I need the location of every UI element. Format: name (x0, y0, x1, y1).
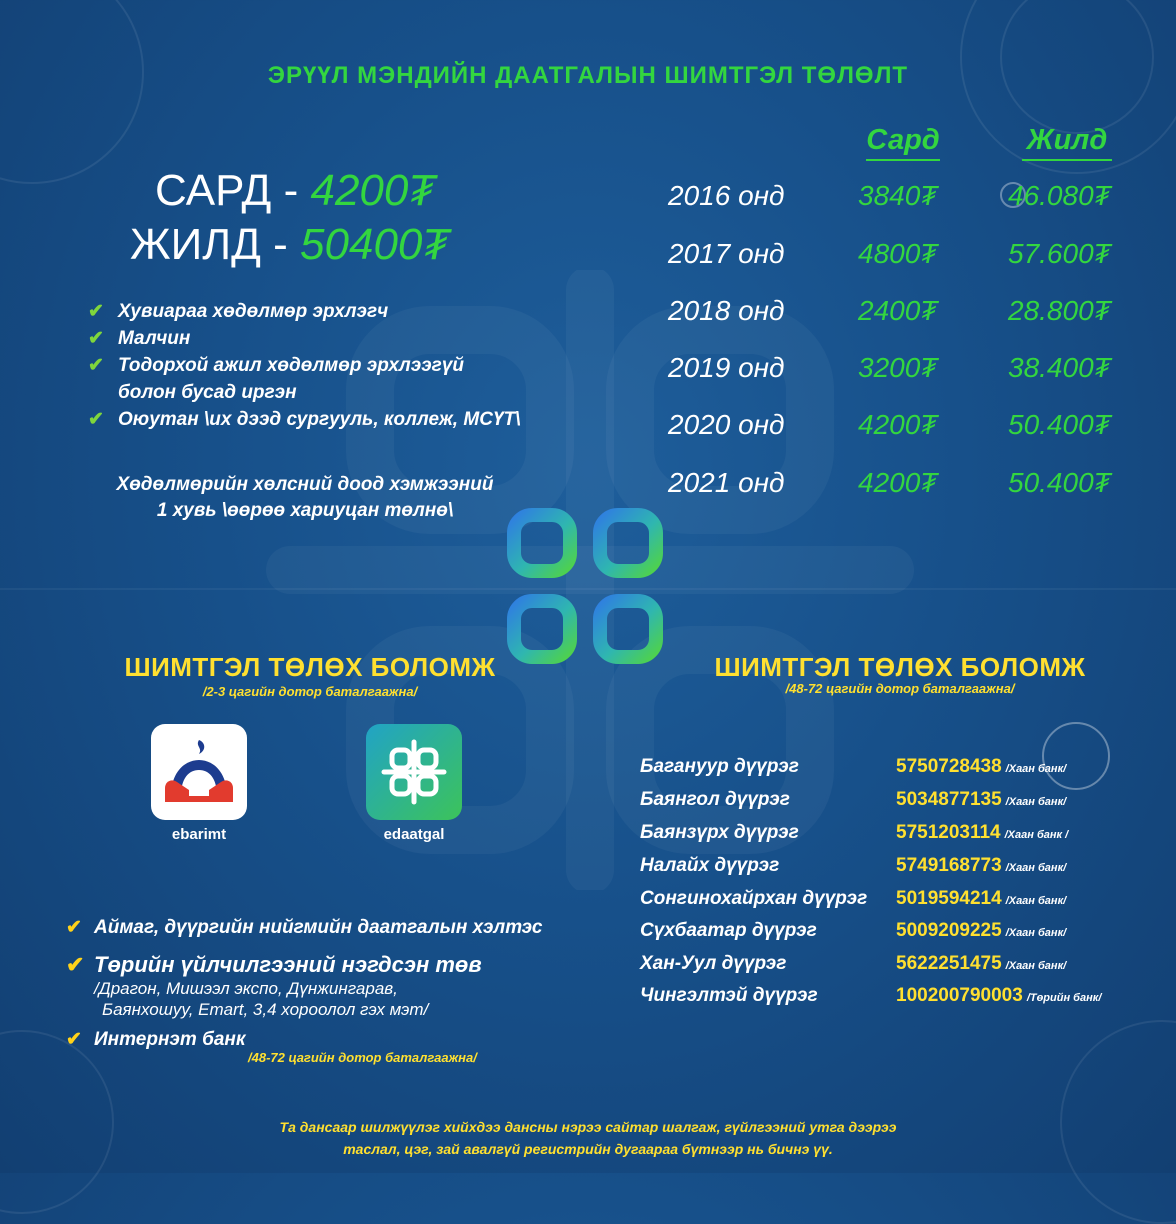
rate-monthly: 2400₮ (858, 295, 938, 326)
location-subtext-line2: Баянхошуу, Emart, 3,4 хороолол гэх мэт/ (102, 1000, 429, 1019)
eligibility-list (88, 298, 568, 433)
location-subtext (94, 978, 586, 1020)
wage-note (60, 472, 550, 524)
rate-year: 2017 онд (668, 238, 785, 269)
yearly-summary-label: ЖИЛД - (130, 220, 301, 269)
bank-name: /Хаан банк/ (1005, 927, 1067, 939)
rate-year: 2020 онд (668, 409, 785, 440)
bank-account-row (640, 920, 1160, 950)
decor-ring-top-left (0, 0, 144, 184)
rate-monthly: 4200₮ (858, 409, 938, 440)
rate-row (668, 409, 1138, 449)
payment-banks-title: ШИМТГЭЛ ТӨЛӨХ БОЛОМЖ (714, 652, 1086, 682)
rate-annual: 50.400₮ (1008, 467, 1111, 498)
rate-year: 2018 онд (668, 295, 785, 326)
payment-locations (66, 914, 586, 1065)
district-name: Багануур дүүрэг (640, 756, 799, 777)
rate-annual: 50.400₮ (1008, 409, 1111, 440)
edaatgal-app-icon[interactable] (366, 724, 462, 820)
location-text: Төрийн үйлчилгээний нэгдсэн төв (94, 952, 482, 977)
monthly-summary (155, 166, 435, 216)
checkmark-icon: ✔ (66, 1029, 82, 1050)
rate-year: 2021 онд (668, 467, 785, 498)
rate-row (668, 180, 1138, 220)
payment-banks-subtitle: /48-72 цагийн дотор баталгаажна/ (785, 681, 1015, 696)
ebarimt-logo-icon (151, 724, 247, 820)
rate-annual: 28.800₮ (1008, 295, 1111, 326)
monthly-summary-label: САРД - (155, 166, 311, 215)
account-number: 5009209225 (896, 920, 1002, 941)
bank-name: /Хаан банк/ (1005, 763, 1067, 775)
rate-row (668, 467, 1138, 507)
rate-annual: 38.400₮ (1008, 352, 1111, 383)
rate-monthly: 3200₮ (858, 352, 938, 383)
rate-row (668, 238, 1138, 278)
bank-name: /Хаан банк/ (1005, 960, 1067, 972)
bank-account-row (640, 756, 1160, 786)
bank-name: /Төрийн банк/ (1026, 992, 1102, 1004)
account-number: 5019594214 (896, 888, 1002, 909)
district-name: Сонгинохайрхан дүүрэг (640, 888, 868, 909)
eligibility-item (88, 298, 568, 325)
footer-line1: Та дансаар шилжүүлэг хийхдээ дансны нэрээ сайтар шалгаж, гүйлгээний утга дээрээ (279, 1119, 897, 1135)
location-item (66, 914, 586, 942)
district-name: Баянгол дүүрэг (640, 789, 790, 810)
year-column-header: Жилд (1022, 124, 1112, 161)
rate-annual: 57.600₮ (1008, 238, 1111, 269)
rate-row (668, 352, 1138, 392)
bank-name: /Хаан банк/ (1005, 895, 1067, 907)
yearly-summary-amount: 50400₮ (300, 220, 450, 269)
district-name: Баянзүрх дүүрэг (640, 822, 799, 843)
page-headline: ЭРҮҮЛ МЭНДИЙН ДААТГАЛЫН ШИМТГЭЛ ТӨЛӨЛТ (267, 62, 909, 89)
district-name: Налайх дүүрэг (640, 855, 780, 876)
account-number: 100200790003 (896, 985, 1023, 1006)
bank-account-row (640, 888, 1160, 918)
district-name: Сүхбаатар дүүрэг (640, 920, 817, 941)
bank-account-row (640, 953, 1160, 983)
checkmark-icon: ✔ (88, 328, 104, 349)
month-column-header: Сард (866, 124, 940, 161)
eligibility-text: Тодорхой ажил хөдөлмөр эрхлээгүй болон бусад иргэн (118, 355, 464, 403)
rate-row (668, 295, 1138, 335)
wage-note-line2: 1 хувь \өөрөө хариуцан төлнө\ (156, 500, 454, 521)
checkmark-icon: ✔ (88, 355, 104, 376)
eligibility-item (88, 406, 568, 433)
checkmark-icon: ✔ (88, 301, 104, 322)
eligibility-text: Малчин (118, 328, 191, 349)
district-name: Чингэлтэй дүүрэг (640, 985, 818, 1006)
edaatgal-logo-icon (366, 724, 462, 820)
internet-bank-note: /48-72 цагийн дотор баталгаажна/ (248, 1050, 477, 1065)
rate-year: 2019 онд (668, 352, 785, 383)
checkmark-icon: ✔ (66, 952, 85, 977)
wage-note-line1: Хөдөлмөрийн хөлсний доод хэмжээний (116, 474, 494, 495)
rate-year: 2016 онд (668, 180, 785, 211)
rate-monthly: 4800₮ (858, 238, 938, 269)
bank-account-row (640, 985, 1160, 1015)
account-number: 5622251475 (896, 953, 1002, 974)
eligibility-text: Оюутан \их дээд сургууль, коллеж, МСҮТ\ (118, 409, 521, 430)
bank-account-row (640, 789, 1160, 819)
eligibility-text: Хувиараа хөдөлмөр эрхлэгч (118, 301, 389, 322)
rate-annual: 46.080₮ (1008, 180, 1111, 211)
payment-apps-title: ШИМТГЭЛ ТӨЛӨХ БОЛОМЖ (124, 652, 496, 682)
location-text: Интернэт банк (94, 1029, 246, 1050)
ebarimt-label: ebarimt (171, 826, 227, 843)
account-number: 5034877135 (896, 789, 1002, 810)
ebarimt-app-icon[interactable] (151, 724, 247, 820)
footer-line2: таслал, цэг, зай авалгүй регистрийн дугаараа бүтнээр нь бичнэ үү. (343, 1141, 833, 1157)
account-number: 5750728438 (896, 756, 1002, 777)
account-number: 5749168773 (896, 855, 1002, 876)
checkmark-icon: ✔ (66, 917, 82, 938)
bank-account-row (640, 855, 1160, 885)
district-name: Хан-Уул дүүрэг (640, 953, 787, 974)
bank-name: /Хаан банк / (1004, 829, 1069, 841)
payment-apps-subtitle: /2-3 цагийн дотор баталгаажна/ (202, 684, 418, 699)
checkmark-icon: ✔ (88, 409, 104, 430)
edaatgal-label: edaatgal (383, 826, 445, 843)
monthly-summary-amount: 4200₮ (310, 166, 436, 215)
bank-name: /Хаан банк/ (1005, 862, 1067, 874)
location-subtext-line1: /Драгон, Мишээл экспо, Дүнжингарав, (94, 979, 398, 998)
rate-monthly: 3840₮ (858, 180, 938, 211)
bank-name: /Хаан банк/ (1005, 796, 1067, 808)
bank-account-row (640, 822, 1160, 852)
account-number: 5751203114 (896, 822, 1001, 843)
rate-monthly: 4200₮ (858, 467, 938, 498)
location-text: Аймаг, дүүргийн нийгмийн даатгалын хэлтэс (94, 917, 543, 938)
eligibility-item (88, 352, 568, 406)
footer-instruction (200, 1116, 976, 1160)
decor-ring-bottom-right (1060, 1020, 1176, 1224)
location-item (66, 952, 586, 978)
eligibility-item (88, 325, 568, 352)
yearly-summary (130, 220, 449, 270)
